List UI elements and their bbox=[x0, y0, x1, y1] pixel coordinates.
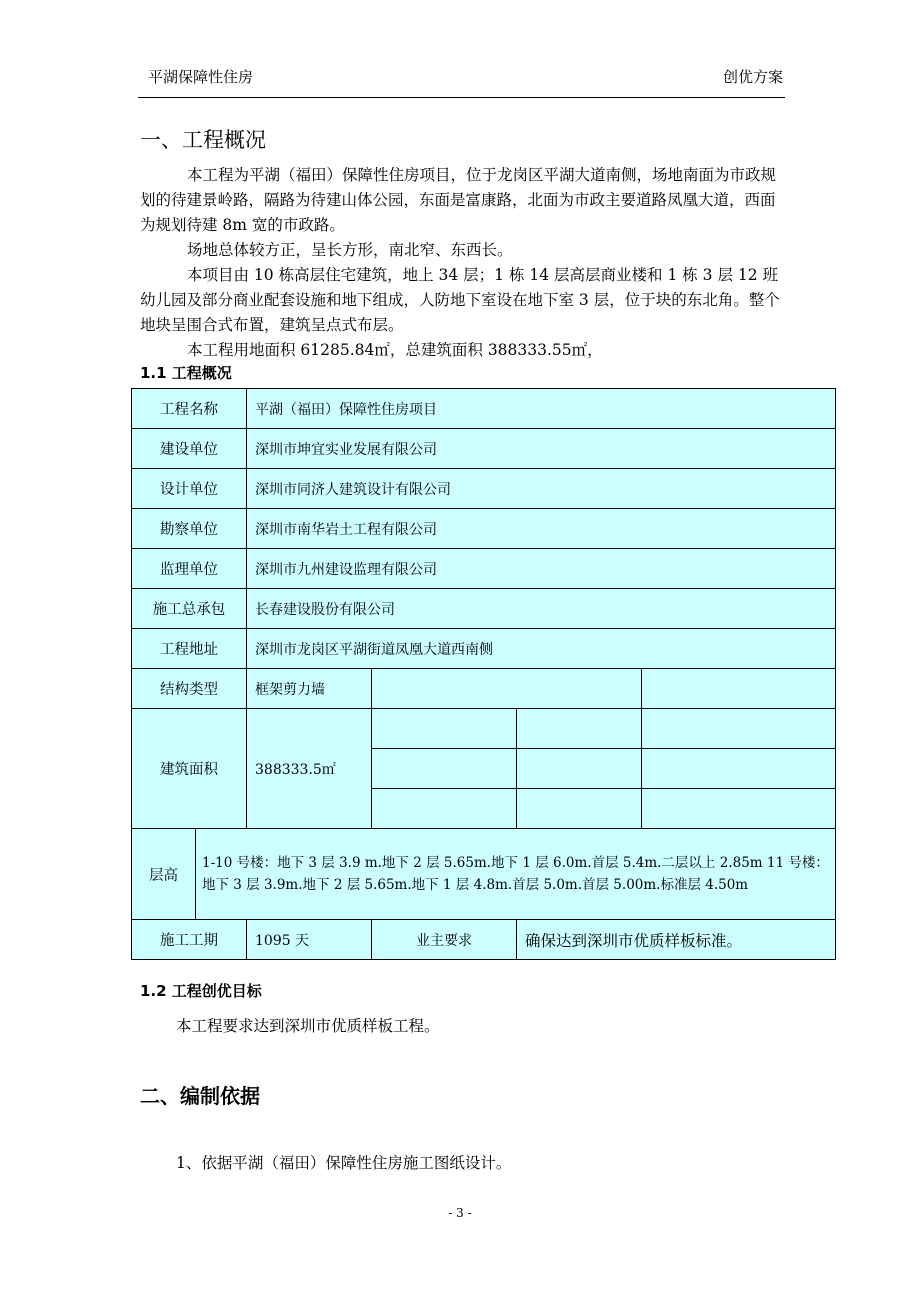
table-row bbox=[132, 549, 836, 589]
row-label: 建筑面积 bbox=[132, 709, 247, 829]
header-left-title: 平湖保障性住房 bbox=[148, 68, 254, 86]
empty-cell bbox=[642, 669, 836, 709]
row-label: 层高 bbox=[132, 829, 196, 920]
table-row bbox=[132, 469, 836, 509]
row-value: 框架剪力墙 bbox=[247, 669, 372, 709]
empty-cell bbox=[372, 789, 517, 829]
empty-cell bbox=[517, 789, 642, 829]
empty-cell bbox=[642, 789, 836, 829]
section2-title: 二、编制依据 bbox=[140, 1084, 260, 1108]
section1-body bbox=[140, 163, 785, 363]
empty-cell bbox=[372, 709, 517, 749]
requirement-value: 确保达到深圳市优质样板标准。 bbox=[517, 920, 836, 960]
row-value: 1095 天 bbox=[247, 920, 372, 960]
paragraph: 本工程用地面积 61285.84㎡，总建筑面积 388333.55㎡， bbox=[187, 341, 603, 359]
paragraph: 本项目由 10 栋高层住宅建筑，地上 34 层；1 栋 14 层高层商业楼和 1 栋 3 层 12 班幼儿园及部分商业配套设施和地下组成，人防地下室设在地下室 3 层，位于块的东北角。整个地块呈围合式布置，建筑呈点式布层。 bbox=[140, 266, 780, 334]
header-right-title: 创优方案 bbox=[722, 68, 783, 86]
subsection-1-1-title: 1.1 工程概况 bbox=[140, 364, 232, 382]
table-row bbox=[132, 920, 836, 960]
empty-cell bbox=[517, 749, 642, 789]
empty-cell bbox=[372, 749, 517, 789]
row-label: 勘察单位 bbox=[132, 509, 247, 549]
header-rule bbox=[138, 97, 785, 98]
empty-cell bbox=[517, 709, 642, 749]
row-label: 结构类型 bbox=[132, 669, 247, 709]
paragraph: 本工程为平湖（福田）保障性住房项目，位于龙岗区平湖大道南侧，场地南面为市政规划的待建景岭路，隔路为待建山体公园，东面是富康路，北面为市政主要道路凤凰大道，西面为规划待建 8m 宽的市政路。 bbox=[140, 166, 777, 234]
table-row bbox=[132, 509, 836, 549]
row-label: 设计单位 bbox=[132, 469, 247, 509]
row-value: 平湖（福田）保障性住房项目 bbox=[247, 389, 836, 429]
page-number: - 3 - bbox=[448, 1206, 472, 1220]
row-label: 施工工期 bbox=[132, 920, 247, 960]
row-value: 深圳市九州建设监理有限公司 bbox=[247, 549, 836, 589]
table-row bbox=[132, 429, 836, 469]
row-value: 深圳市坤宜实业发展有限公司 bbox=[247, 429, 836, 469]
floor-height-text: 1-10 号楼：地下 3 层 3.9 m.地下 2 层 5.65m.地下 1 层 6.0m.首层 5.4m.二层以上 2.85m 11 号楼：地下 3 层 3.9m.地下 2 层 5.65m.地下 1 层 4.8m.首层 5.0m.首层 5.00m.标准层 4.50m bbox=[196, 829, 836, 920]
subsection-1-2-title: 1.2 工程创优目标 bbox=[140, 982, 262, 1000]
empty-cell bbox=[642, 709, 836, 749]
section1-title: 一、工程概况 bbox=[140, 128, 266, 152]
row-value: 深圳市龙岗区平湖街道凤凰大道西南侧 bbox=[247, 629, 836, 669]
table-row bbox=[132, 709, 836, 749]
table-row bbox=[132, 629, 836, 669]
table-row bbox=[132, 669, 836, 709]
requirement-label: 业主要求 bbox=[372, 920, 517, 960]
row-label: 监理单位 bbox=[132, 549, 247, 589]
paragraph: 场地总体较方正，呈长方形，南北窄、东西长。 bbox=[187, 241, 513, 259]
project-info-table bbox=[131, 388, 836, 960]
basis-item-1: 1、依据平湖（福田）保障性住房施工图纸设计。 bbox=[176, 1154, 512, 1172]
table-row bbox=[132, 829, 836, 920]
row-label: 工程名称 bbox=[132, 389, 247, 429]
row-label: 施工总承包 bbox=[132, 589, 247, 629]
row-value: 深圳市同济人建筑设计有限公司 bbox=[247, 469, 836, 509]
row-value: 388333.5㎡ bbox=[247, 709, 372, 829]
row-label: 工程地址 bbox=[132, 629, 247, 669]
row-value: 长春建设股份有限公司 bbox=[247, 589, 836, 629]
table-row bbox=[132, 389, 836, 429]
table-row bbox=[132, 589, 836, 629]
quality-goal-text: 本工程要求达到深圳市优质样板工程。 bbox=[176, 1017, 440, 1035]
empty-cell bbox=[642, 749, 836, 789]
row-label: 建设单位 bbox=[132, 429, 247, 469]
row-value: 深圳市南华岩土工程有限公司 bbox=[247, 509, 836, 549]
empty-cell bbox=[372, 669, 642, 709]
